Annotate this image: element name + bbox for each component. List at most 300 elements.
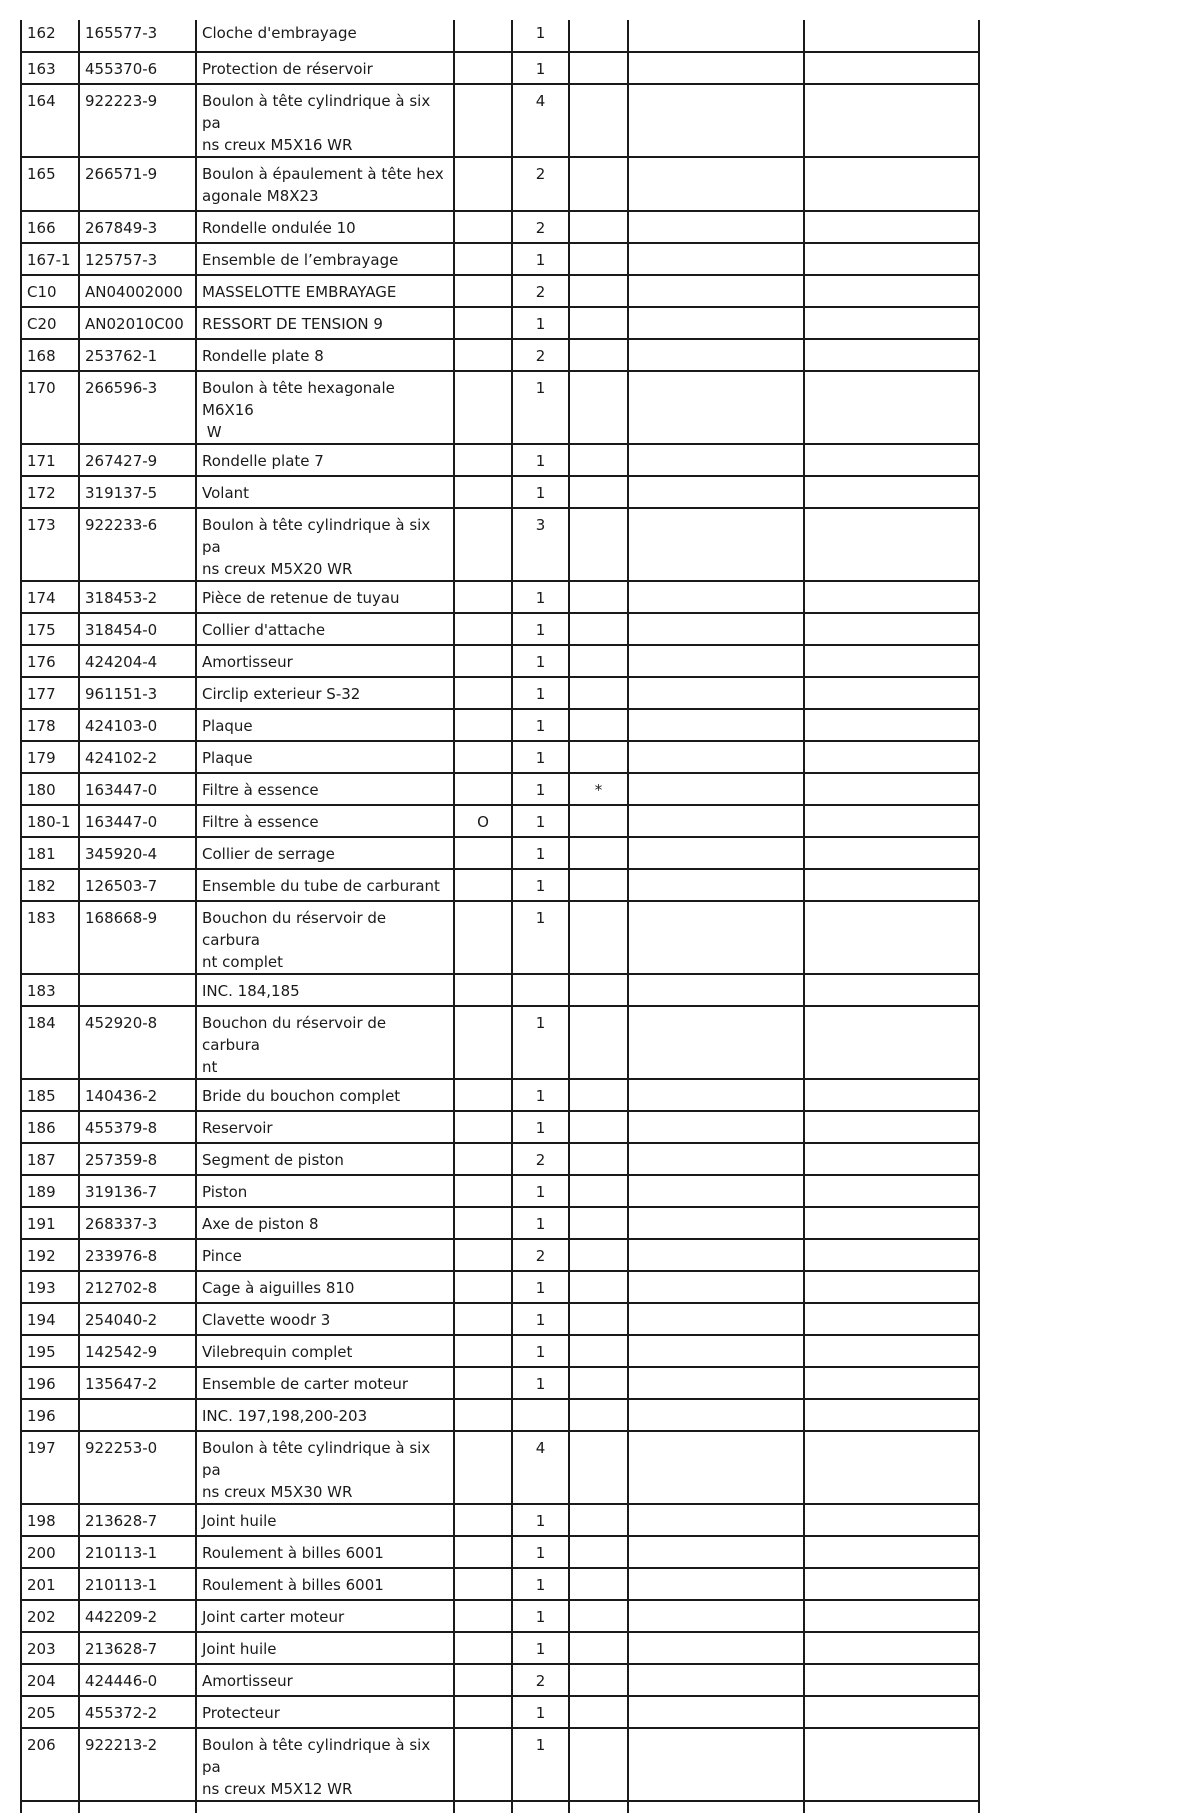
part-code-cell: 210113-1 (79, 1568, 196, 1600)
table-row (21, 1143, 979, 1175)
description-cell: INC. 197,198,200-203 (196, 1399, 454, 1431)
description-cell: Collier de serrage (196, 837, 454, 869)
table-row (21, 211, 979, 243)
note-cell (569, 1536, 628, 1568)
part-code-cell: 319137-5 (79, 476, 196, 508)
table-row (21, 157, 979, 211)
table-row (21, 1303, 979, 1335)
note-cell (569, 1143, 628, 1175)
note-cell (569, 677, 628, 709)
note-cell (569, 1399, 628, 1431)
flag-cell (454, 211, 512, 243)
quantity-cell: 1 (512, 1207, 569, 1239)
description-cell: Axe de piston 8 (196, 1207, 454, 1239)
extra-column-b-cell (804, 1367, 979, 1399)
quantity-cell: 2 (512, 1664, 569, 1696)
part-code-cell: 210113-1 (79, 1536, 196, 1568)
parts-list-sheet (20, 20, 978, 1813)
empty-cell (454, 1801, 512, 1813)
item-number-cell: 173 (21, 508, 79, 581)
flag-cell (454, 741, 512, 773)
table-row (21, 275, 979, 307)
extra-column-b-cell (804, 1431, 979, 1504)
parts-table (20, 20, 980, 1813)
table-row (21, 1079, 979, 1111)
extra-column-b-cell (804, 1335, 979, 1367)
part-code-cell: 213628-7 (79, 1632, 196, 1664)
flag-cell (454, 581, 512, 613)
part-code-cell: 267849-3 (79, 211, 196, 243)
description-cell: Reservoir (196, 1111, 454, 1143)
quantity-cell: 1 (512, 581, 569, 613)
description-cell: Protecteur (196, 1696, 454, 1728)
flag-cell (454, 371, 512, 444)
item-number-cell: 181 (21, 837, 79, 869)
extra-column-b-cell (804, 371, 979, 444)
description-cell: Plaque (196, 741, 454, 773)
table-row (21, 805, 979, 837)
item-number-cell: 191 (21, 1207, 79, 1239)
item-number-cell: 198 (21, 1504, 79, 1536)
item-number-cell: 183 (21, 974, 79, 1006)
extra-column-b-cell (804, 1632, 979, 1664)
flag-cell (454, 677, 512, 709)
part-code-cell: 319136-7 (79, 1175, 196, 1207)
table-row (21, 307, 979, 339)
extra-column-b-cell (804, 211, 979, 243)
part-code-cell: 213628-7 (79, 1504, 196, 1536)
table-row (21, 677, 979, 709)
item-number-cell: 186 (21, 1111, 79, 1143)
note-cell (569, 1367, 628, 1399)
item-number-cell: 177 (21, 677, 79, 709)
note-cell (569, 974, 628, 1006)
table-row (21, 1728, 979, 1801)
table-row (21, 1175, 979, 1207)
extra-column-a-cell (628, 645, 804, 677)
extra-column-b-cell (804, 1696, 979, 1728)
extra-column-b-cell (804, 1504, 979, 1536)
description-cell: Roulement à billes 6001 (196, 1536, 454, 1568)
extra-column-b-cell (804, 1175, 979, 1207)
empty-cell (21, 1801, 79, 1813)
extra-column-a-cell (628, 581, 804, 613)
flag-cell (454, 1504, 512, 1536)
extra-column-a-cell (628, 869, 804, 901)
note-cell (569, 901, 628, 974)
description-cell: Volant (196, 476, 454, 508)
part-code-cell: 257359-8 (79, 1143, 196, 1175)
description-cell: Joint huile (196, 1632, 454, 1664)
description-cell: Ensemble de l’embrayage (196, 243, 454, 275)
table-row (21, 1399, 979, 1431)
note-cell (569, 1303, 628, 1335)
item-number-cell: 197 (21, 1431, 79, 1504)
table-row (21, 1696, 979, 1728)
extra-column-b-cell (804, 1271, 979, 1303)
description-cell: Piston (196, 1175, 454, 1207)
note-cell (569, 508, 628, 581)
extra-column-a-cell (628, 901, 804, 974)
extra-column-b-cell (804, 1111, 979, 1143)
note-cell (569, 52, 628, 84)
item-number-cell: 204 (21, 1664, 79, 1696)
table-row (21, 1536, 979, 1568)
note-cell (569, 1696, 628, 1728)
item-number-cell: 194 (21, 1303, 79, 1335)
part-code-cell: 163447-0 (79, 805, 196, 837)
item-number-cell: 180-1 (21, 805, 79, 837)
extra-column-b-cell (804, 805, 979, 837)
flag-cell (454, 709, 512, 741)
extra-column-a-cell (628, 1600, 804, 1632)
item-number-cell: 172 (21, 476, 79, 508)
flag-cell (454, 1111, 512, 1143)
flag-cell (454, 1367, 512, 1399)
item-number-cell: 174 (21, 581, 79, 613)
extra-column-a-cell (628, 243, 804, 275)
extra-column-b-cell (804, 869, 979, 901)
note-cell (569, 837, 628, 869)
flag-cell (454, 444, 512, 476)
description-cell: Filtre à essence (196, 773, 454, 805)
quantity-cell (512, 974, 569, 1006)
description-cell: Boulon à tête cylindrique à six pa ns creux M5X16 WR (196, 84, 454, 157)
extra-column-b-cell (804, 1006, 979, 1079)
extra-column-a-cell (628, 1632, 804, 1664)
description-cell: Pince (196, 1239, 454, 1271)
table-row (21, 974, 979, 1006)
part-code-cell: 455372-2 (79, 1696, 196, 1728)
item-number-cell: 205 (21, 1696, 79, 1728)
part-code-cell: 125757-3 (79, 243, 196, 275)
item-number-cell: 193 (21, 1271, 79, 1303)
quantity-cell: 1 (512, 773, 569, 805)
description-cell: Cage à aiguilles 810 (196, 1271, 454, 1303)
extra-column-b-cell (804, 1143, 979, 1175)
item-number-cell: 206 (21, 1728, 79, 1801)
item-number-cell: 202 (21, 1600, 79, 1632)
description-cell: Collier d'attache (196, 613, 454, 645)
quantity-cell: 1 (512, 837, 569, 869)
description-cell: RESSORT DE TENSION 9 (196, 307, 454, 339)
part-code-cell: 266596-3 (79, 371, 196, 444)
table-row (21, 613, 979, 645)
item-number-cell: 176 (21, 645, 79, 677)
table-row (21, 581, 979, 613)
extra-column-b-cell (804, 1664, 979, 1696)
extra-column-b-cell (804, 1079, 979, 1111)
part-code-cell: 455379-8 (79, 1111, 196, 1143)
empty-cell (569, 1801, 628, 1813)
flag-cell (454, 52, 512, 84)
extra-column-b-cell (804, 1303, 979, 1335)
flag-cell (454, 1632, 512, 1664)
note-cell (569, 371, 628, 444)
table-row (21, 1664, 979, 1696)
extra-column-a-cell (628, 1431, 804, 1504)
description-cell: Clavette woodr 3 (196, 1303, 454, 1335)
quantity-cell: 2 (512, 275, 569, 307)
table-row (21, 20, 979, 52)
flag-cell (454, 974, 512, 1006)
quantity-cell: 1 (512, 1303, 569, 1335)
extra-column-b-cell (804, 52, 979, 84)
quantity-cell: 1 (512, 805, 569, 837)
extra-column-b-cell (804, 1728, 979, 1801)
quantity-cell: 1 (512, 901, 569, 974)
extra-column-b-cell (804, 837, 979, 869)
note-cell (569, 1207, 628, 1239)
note-cell (569, 709, 628, 741)
extra-column-a-cell (628, 476, 804, 508)
part-code-cell: 126503-7 (79, 869, 196, 901)
quantity-cell: 1 (512, 1632, 569, 1664)
table-row (21, 508, 979, 581)
description-cell: Rondelle plate 7 (196, 444, 454, 476)
extra-column-a-cell (628, 1568, 804, 1600)
item-number-cell: 180 (21, 773, 79, 805)
empty-cell (512, 1801, 569, 1813)
extra-column-a-cell (628, 805, 804, 837)
note-cell (569, 645, 628, 677)
table-row (21, 476, 979, 508)
note-cell (569, 1600, 628, 1632)
flag-cell (454, 1239, 512, 1271)
table-row (21, 837, 979, 869)
description-cell: Pièce de retenue de tuyau (196, 581, 454, 613)
description-cell: Bouchon du réservoir de carbura nt (196, 1006, 454, 1079)
flag-cell (454, 508, 512, 581)
note-cell (569, 20, 628, 52)
extra-column-a-cell (628, 1006, 804, 1079)
extra-column-b-cell (804, 581, 979, 613)
quantity-cell: 2 (512, 1239, 569, 1271)
description-cell: Bouchon du réservoir de carbura nt complet (196, 901, 454, 974)
item-number-cell: 196 (21, 1367, 79, 1399)
note-cell (569, 84, 628, 157)
note-cell (569, 741, 628, 773)
table-row (21, 1504, 979, 1536)
quantity-cell: 1 (512, 1696, 569, 1728)
note-cell (569, 805, 628, 837)
quantity-cell (512, 1399, 569, 1431)
flag-cell (454, 476, 512, 508)
item-number-cell: 201 (21, 1568, 79, 1600)
extra-column-b-cell (804, 20, 979, 52)
quantity-cell: 1 (512, 243, 569, 275)
extra-column-b-cell (804, 275, 979, 307)
extra-column-a-cell (628, 1143, 804, 1175)
extra-column-a-cell (628, 677, 804, 709)
description-cell: Boulon à tête cylindrique à six pa ns creux M5X30 WR (196, 1431, 454, 1504)
extra-column-a-cell (628, 773, 804, 805)
item-number-cell: 183 (21, 901, 79, 974)
note-cell (569, 157, 628, 211)
quantity-cell: 1 (512, 52, 569, 84)
item-number-cell: 179 (21, 741, 79, 773)
extra-column-a-cell (628, 1536, 804, 1568)
part-code-cell: 345920-4 (79, 837, 196, 869)
flag-cell (454, 1006, 512, 1079)
description-cell: Circlip exterieur S-32 (196, 677, 454, 709)
flag-cell (454, 1664, 512, 1696)
item-number-cell: 185 (21, 1079, 79, 1111)
extra-column-b-cell (804, 645, 979, 677)
part-code-cell (79, 974, 196, 1006)
part-code-cell: 424204-4 (79, 645, 196, 677)
quantity-cell: 2 (512, 157, 569, 211)
part-code-cell: 168668-9 (79, 901, 196, 974)
table-row (21, 741, 979, 773)
description-cell: MASSELOTTE EMBRAYAGE (196, 275, 454, 307)
quantity-cell: 1 (512, 1111, 569, 1143)
note-cell (569, 1079, 628, 1111)
extra-column-a-cell (628, 275, 804, 307)
note-cell (569, 1175, 628, 1207)
empty-cell (196, 1801, 454, 1813)
extra-column-a-cell (628, 371, 804, 444)
part-code-cell: 142542-9 (79, 1335, 196, 1367)
quantity-cell: 1 (512, 709, 569, 741)
item-number-cell: C20 (21, 307, 79, 339)
extra-column-b-cell (804, 157, 979, 211)
parts-table-body (21, 20, 979, 1813)
extra-column-a-cell (628, 1111, 804, 1143)
extra-column-a-cell (628, 741, 804, 773)
extra-column-a-cell (628, 1504, 804, 1536)
part-code-cell: 922233-6 (79, 508, 196, 581)
table-row (21, 869, 979, 901)
note-cell (569, 1728, 628, 1801)
flag-cell (454, 1271, 512, 1303)
part-code-cell: 254040-2 (79, 1303, 196, 1335)
extra-column-b-cell (804, 773, 979, 805)
item-number-cell: 189 (21, 1175, 79, 1207)
part-code-cell: 922253-0 (79, 1431, 196, 1504)
part-code-cell: AN04002000 (79, 275, 196, 307)
table-row (21, 1271, 979, 1303)
quantity-cell: 2 (512, 211, 569, 243)
part-code-cell: 135647-2 (79, 1367, 196, 1399)
note-cell (569, 243, 628, 275)
flag-cell (454, 837, 512, 869)
extra-column-b-cell (804, 243, 979, 275)
description-cell: Vilebrequin complet (196, 1335, 454, 1367)
extra-column-a-cell (628, 974, 804, 1006)
table-row (21, 1367, 979, 1399)
table-row (21, 371, 979, 444)
extra-column-a-cell (628, 1335, 804, 1367)
flag-cell (454, 901, 512, 974)
description-cell: Amortisseur (196, 645, 454, 677)
item-number-cell: 196 (21, 1399, 79, 1431)
description-cell: Filtre à essence (196, 805, 454, 837)
extra-column-b-cell (804, 741, 979, 773)
table-row (21, 1111, 979, 1143)
extra-column-a-cell (628, 1303, 804, 1335)
extra-column-a-cell (628, 508, 804, 581)
table-row (21, 243, 979, 275)
description-cell: Boulon à tête cylindrique à six pa ns creux M5X12 WR (196, 1728, 454, 1801)
description-cell: Amortisseur (196, 1664, 454, 1696)
empty-cell (804, 1801, 979, 1813)
table-row (21, 1335, 979, 1367)
part-code-cell (79, 1399, 196, 1431)
note-cell (569, 1504, 628, 1536)
quantity-cell: 1 (512, 1728, 569, 1801)
note-cell (569, 869, 628, 901)
extra-column-b-cell (804, 1536, 979, 1568)
part-code-cell: 163447-0 (79, 773, 196, 805)
table-row (21, 1632, 979, 1664)
flag-cell (454, 1728, 512, 1801)
flag-cell (454, 645, 512, 677)
item-number-cell: 170 (21, 371, 79, 444)
extra-column-a-cell (628, 1728, 804, 1801)
flag-cell (454, 773, 512, 805)
description-cell: Joint carter moteur (196, 1600, 454, 1632)
quantity-cell: 1 (512, 1600, 569, 1632)
flag-cell (454, 1696, 512, 1728)
note-cell: * (569, 773, 628, 805)
quantity-cell: 2 (512, 339, 569, 371)
item-number-cell: 178 (21, 709, 79, 741)
flag-cell (454, 1568, 512, 1600)
item-number-cell: C10 (21, 275, 79, 307)
description-cell: Ensemble du tube de carburant (196, 869, 454, 901)
extra-column-a-cell (628, 20, 804, 52)
extra-column-a-cell (628, 613, 804, 645)
note-cell (569, 1271, 628, 1303)
flag-cell (454, 84, 512, 157)
part-code-cell: 253762-1 (79, 339, 196, 371)
item-number-cell: 162 (21, 20, 79, 52)
part-code-cell: 452920-8 (79, 1006, 196, 1079)
continuation-row (21, 1801, 979, 1813)
flag-cell (454, 1600, 512, 1632)
note-cell (569, 1335, 628, 1367)
part-code-cell: 455370-6 (79, 52, 196, 84)
extra-column-a-cell (628, 709, 804, 741)
quantity-cell: 1 (512, 677, 569, 709)
quantity-cell: 4 (512, 1431, 569, 1504)
flag-cell (454, 157, 512, 211)
flag-cell (454, 1399, 512, 1431)
extra-column-a-cell (628, 1207, 804, 1239)
flag-cell (454, 613, 512, 645)
part-code-cell: 140436-2 (79, 1079, 196, 1111)
extra-column-a-cell (628, 157, 804, 211)
quantity-cell: 1 (512, 1568, 569, 1600)
extra-column-b-cell (804, 1568, 979, 1600)
description-cell: Protection de réservoir (196, 52, 454, 84)
flag-cell (454, 869, 512, 901)
table-row (21, 901, 979, 974)
extra-column-a-cell (628, 339, 804, 371)
part-code-cell: 268337-3 (79, 1207, 196, 1239)
flag-cell (454, 339, 512, 371)
table-row (21, 709, 979, 741)
note-cell (569, 1111, 628, 1143)
description-cell: Cloche d'embrayage (196, 20, 454, 52)
table-row (21, 1239, 979, 1271)
quantity-cell: 1 (512, 613, 569, 645)
extra-column-b-cell (804, 709, 979, 741)
extra-column-b-cell (804, 1399, 979, 1431)
note-cell (569, 211, 628, 243)
note-cell (569, 1431, 628, 1504)
